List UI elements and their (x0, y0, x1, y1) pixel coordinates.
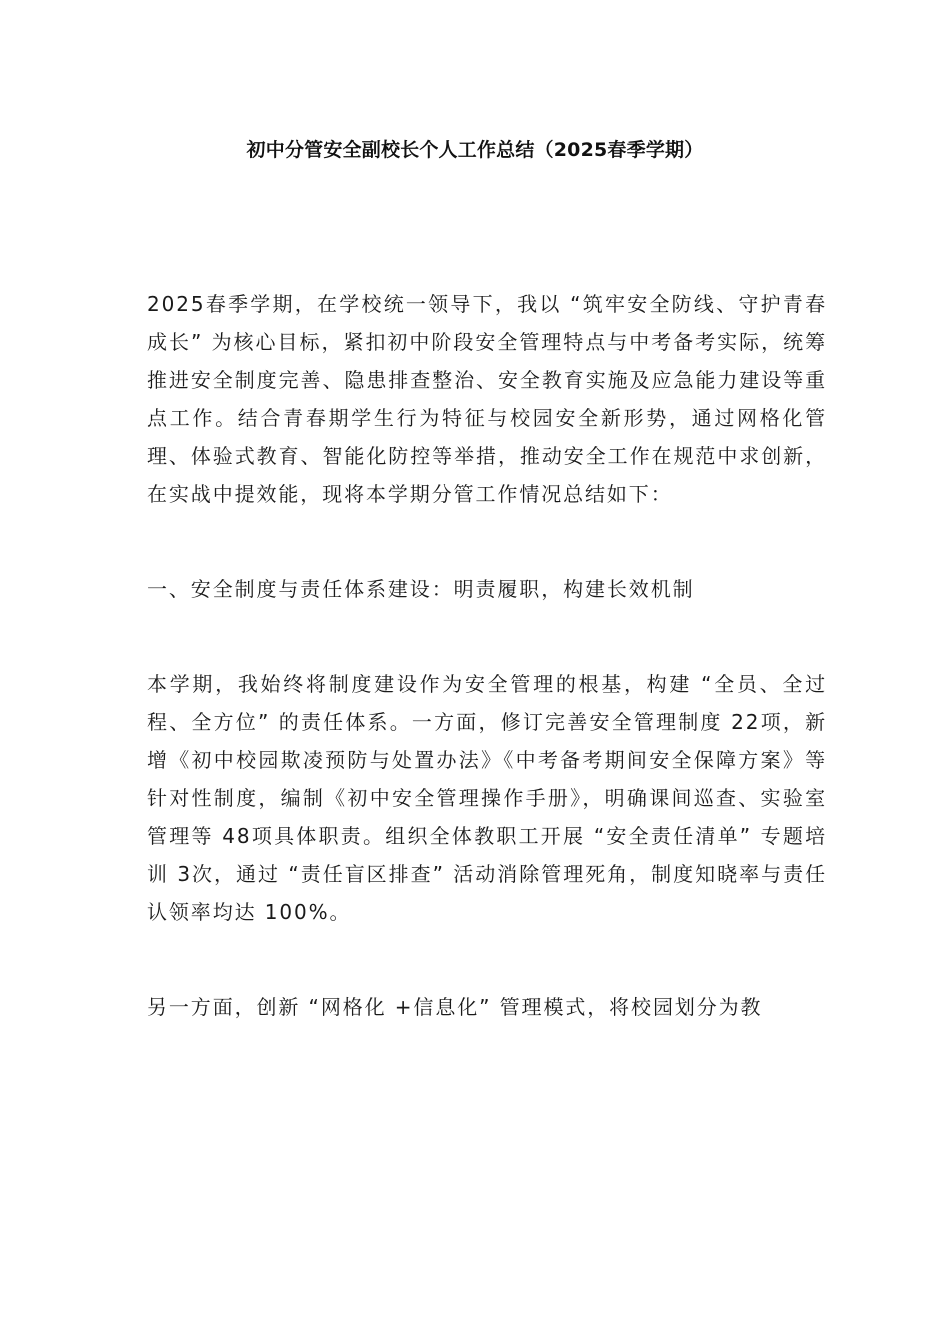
section-heading: 一、安全制度与责任体系建设：明责履职，构建长效机制 (147, 577, 695, 601)
intro-paragraph: 2025春季学期，在学校统一领导下，我以 “筑牢安全防线、守护青春成长” 为核心目标，紧扣初中阶段安全管理特点与中考备考实际，统筹推进安全制度完善、隐患排查整治、安全教育实施及应急能力建设等重点工作。结合青春期学生行为特征与校园安全新形势，通过网格化管理、体验式教育、智能化防控等举措，推动安全工作在规范中求创新，在实战中提效能，现将本学期分管工作情况总结如下： (147, 292, 827, 506)
document-title: 初中分管安全副校长个人工作总结（2025春季学期） (246, 139, 704, 161)
body-paragraph: 另一方面，创新 “网格化 +信息化” 管理模式，将校园划分为教 (147, 995, 763, 1019)
document-body (147, 285, 827, 1026)
body-paragraph: 本学期，我始终将制度建设作为安全管理的根基，构建 “全员、全过程、全方位” 的责任体系。一方面，修订完善安全管理制度 22项，新增《初中校园欺凌预防与处置办法》《中考备考期间安全保障方案》等针对性制度，编制《初中安全管理操作手册》，明确课间巡查、实验室管理等 48项具体职责。组织全体教职工开展 “安全责任清单” 专题培训 3次，通过 “责任盲区排查” 活动消除管理死角，制度知晓率与责任认领率均达 100%。 (147, 672, 827, 924)
